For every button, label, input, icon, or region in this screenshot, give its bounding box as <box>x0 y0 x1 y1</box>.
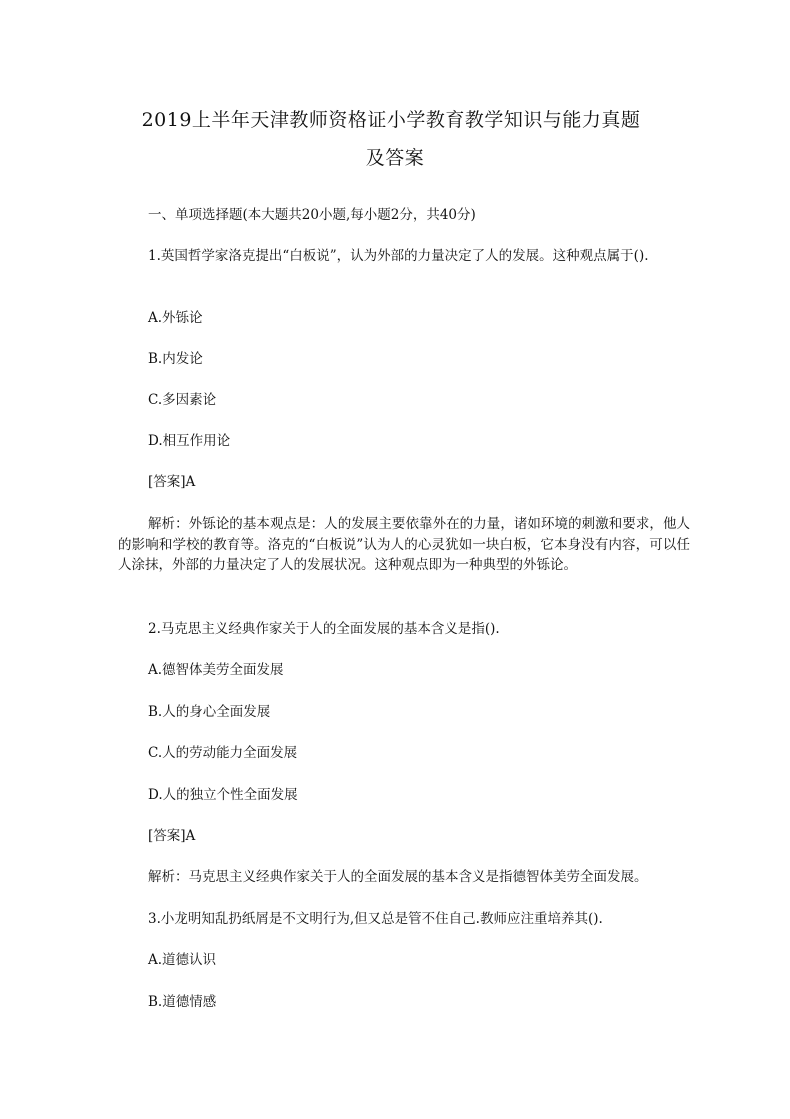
question-1-option-a: A.外铄论 <box>148 310 203 326</box>
question-1-answer: [答案]A <box>148 474 196 490</box>
question-1-option-b: B.内发论 <box>148 351 203 367</box>
question-2-stem: 2.马克思主义经典作家关于人的全面发展的基本含义是指(). <box>148 621 500 637</box>
question-1-stem: 1.英国哲学家洛克提出“白板说”，认为外部的力量决定了人的发展。这种观点属于(). <box>148 248 649 264</box>
question-2-answer: [答案]A <box>148 828 196 844</box>
section-heading: 一、单项选择题(本大题共20小题,每小题2分，共40分) <box>148 207 476 223</box>
question-1-explanation: 解析：外铄论的基本观点是：人的发展主要依靠外在的力量，诸如环境的刺激和要求，他人的影响和学校的教育等。洛克的“白板说”认为人的心灵犹如一块白板，它本身没有内容，可以任人涂抹，外部的力量决定了人的发展状况。这种观点即为一种典型的外铄论。 <box>118 516 690 573</box>
document-title-line2: 及答案 <box>365 147 425 169</box>
question-1-option-c: C.多因素论 <box>148 392 217 408</box>
question-3-option-b: B.道德情感 <box>148 994 217 1010</box>
document-title-line1: 2019上半年天津教师资格证小学教育教学知识与能力真题 <box>141 109 641 131</box>
question-2-option-b: B.人的身心全面发展 <box>148 704 271 720</box>
question-2-option-a: A.德智体美劳全面发展 <box>148 662 284 678</box>
question-3-option-a: A.道德认识 <box>148 952 217 968</box>
question-2-option-c: C.人的劳动能力全面发展 <box>148 745 298 761</box>
question-1-option-d: D.相互作用论 <box>148 433 231 449</box>
question-3-stem: 3.小龙明知乱扔纸屑是不文明行为,但又总是管不住自己.教师应注重培养其(). <box>148 911 603 927</box>
question-2-explanation: 解析：马克思主义经典作家关于人的全面发展的基本含义是指德智体美劳全面发展。 <box>148 869 648 885</box>
question-2-option-d: D.人的独立个性全面发展 <box>148 787 298 803</box>
